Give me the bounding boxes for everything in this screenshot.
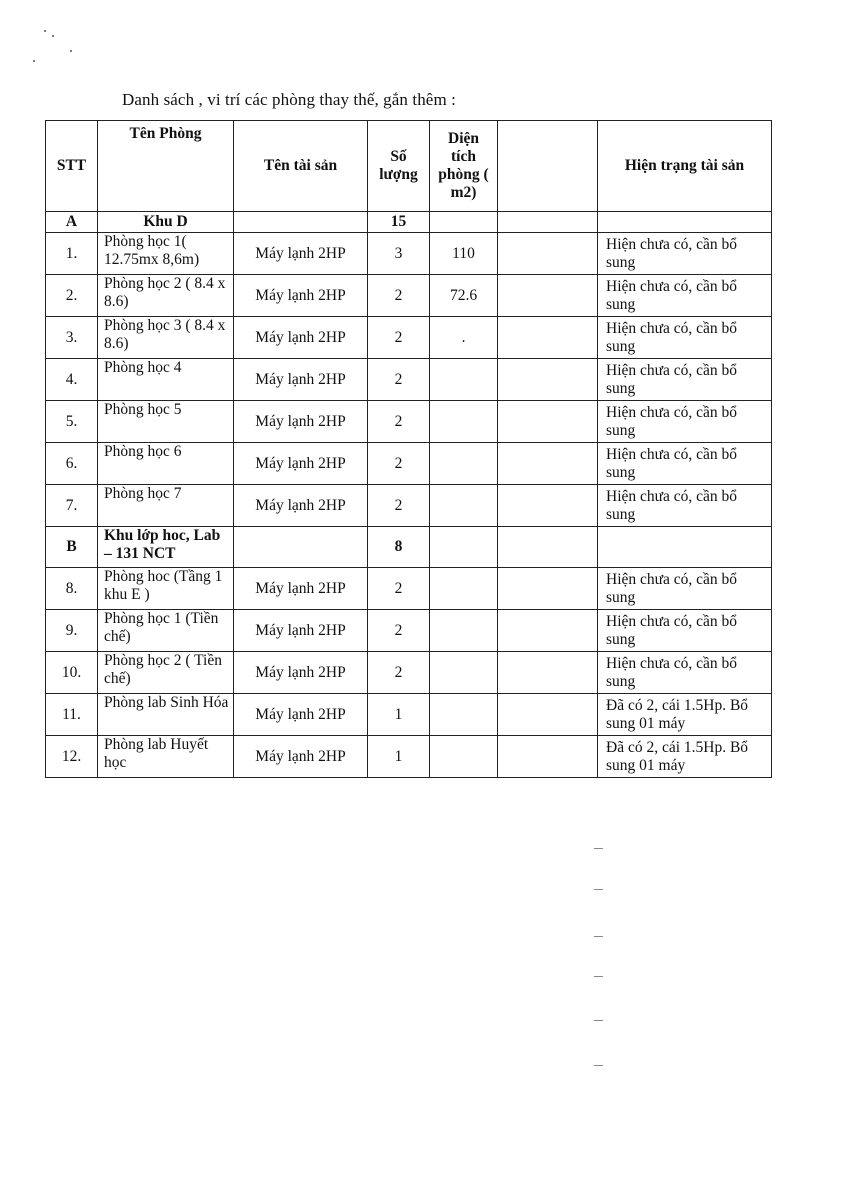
row-stt: 2. — [46, 275, 98, 317]
row-room-name: Phòng học 7 — [98, 485, 234, 527]
table-row — [46, 694, 772, 736]
row-asset-name: Máy lạnh 2HP — [234, 317, 368, 359]
row-asset-name: Máy lạnh 2HP — [234, 443, 368, 485]
table-row — [46, 275, 772, 317]
row-quantity: 2 — [368, 275, 430, 317]
section-total: 15 — [368, 212, 430, 233]
table-row — [46, 568, 772, 610]
row-quantity: 3 — [368, 233, 430, 275]
section-code: B — [46, 527, 98, 568]
row-asset-name: Máy lạnh 2HP — [234, 401, 368, 443]
row-blank — [498, 317, 598, 359]
row-area: 110 — [430, 233, 498, 275]
row-quantity: 2 — [368, 485, 430, 527]
scan-speck — [44, 30, 46, 32]
row-room-name: Phòng học 2 ( Tiền chế) — [98, 652, 234, 694]
scan-speck — [52, 35, 54, 37]
table-row — [46, 401, 772, 443]
row-status: Hiện chưa có, cần bổ sung — [598, 317, 772, 359]
row-status: Hiện chưa có, cần bổ sung — [598, 568, 772, 610]
table-row — [46, 610, 772, 652]
row-quantity: 2 — [368, 401, 430, 443]
row-stt: 1. — [46, 233, 98, 275]
table-row — [46, 652, 772, 694]
row-status: Hiện chưa có, cần bổ sung — [598, 652, 772, 694]
column-header-asset: Tên tài sản — [234, 121, 368, 212]
row-room-name: Phòng học 5 — [98, 401, 234, 443]
row-room-name: Phòng học 3 ( 8.4 x 8.6) — [98, 317, 234, 359]
row-quantity: 2 — [368, 652, 430, 694]
row-status: Hiện chưa có, cần bổ sung — [598, 610, 772, 652]
row-blank — [498, 359, 598, 401]
row-status: Hiện chưa có, cần bổ sung — [598, 233, 772, 275]
replacement-rooms-table — [45, 120, 772, 778]
document-heading: Danh sách , vi trí các phòng thay thế, gắn thêm : — [122, 90, 456, 109]
row-asset-name: Máy lạnh 2HP — [234, 233, 368, 275]
row-quantity: 2 — [368, 610, 430, 652]
row-area: 72.6 — [430, 275, 498, 317]
column-header-status: Hiện trạng tài sản — [598, 121, 772, 212]
margin-mark — [594, 848, 603, 849]
row-area — [430, 401, 498, 443]
table-row — [46, 317, 772, 359]
scan-speck — [33, 60, 35, 62]
row-asset-name: Máy lạnh 2HP — [234, 568, 368, 610]
row-asset-name: Máy lạnh 2HP — [234, 610, 368, 652]
row-quantity: 2 — [368, 317, 430, 359]
row-blank — [498, 736, 598, 778]
section-total: 8 — [368, 527, 430, 568]
section-name: Khu lớp hoc, Lab – 131 NCT — [98, 527, 234, 568]
row-blank — [498, 610, 598, 652]
row-asset-name: Máy lạnh 2HP — [234, 694, 368, 736]
row-quantity: 2 — [368, 568, 430, 610]
row-room-name: Phòng hoc (Tầng 1 khu E ) — [98, 568, 234, 610]
row-asset-name: Máy lạnh 2HP — [234, 275, 368, 317]
row-room-name: Phòng học 6 — [98, 443, 234, 485]
column-header-blank — [498, 121, 598, 212]
column-header-qty: Số lượng — [368, 121, 430, 212]
row-quantity: 2 — [368, 359, 430, 401]
column-header-room: Tên Phòng — [98, 121, 234, 212]
row-stt: 12. — [46, 736, 98, 778]
row-stt: 5. — [46, 401, 98, 443]
row-stt: 8. — [46, 568, 98, 610]
row-room-name: Phòng lab Sinh Hóa — [98, 694, 234, 736]
row-area — [430, 736, 498, 778]
margin-mark — [594, 936, 603, 937]
row-asset-name: Máy lạnh 2HP — [234, 736, 368, 778]
section-name: Khu D — [98, 212, 234, 233]
row-status: Hiện chưa có, cần bổ sung — [598, 359, 772, 401]
row-blank — [498, 401, 598, 443]
row-room-name: Phòng lab Huyết học — [98, 736, 234, 778]
section-row-b — [46, 527, 772, 568]
margin-mark — [594, 1020, 603, 1021]
row-area — [430, 359, 498, 401]
row-area: . — [430, 317, 498, 359]
column-header-stt: STT — [46, 121, 98, 212]
row-area — [430, 485, 498, 527]
row-status: Hiện chưa có, cần bổ sung — [598, 401, 772, 443]
row-blank — [498, 568, 598, 610]
row-stt: 6. — [46, 443, 98, 485]
row-room-name: Phòng học 2 ( 8.4 x 8.6) — [98, 275, 234, 317]
section-row-a — [46, 212, 772, 233]
row-area — [430, 610, 498, 652]
row-status: Đã có 2, cái 1.5Hp. Bổ sung 01 máy — [598, 736, 772, 778]
margin-mark — [594, 976, 603, 977]
row-blank — [498, 233, 598, 275]
row-area — [430, 652, 498, 694]
row-quantity: 1 — [368, 694, 430, 736]
row-blank — [498, 275, 598, 317]
row-status: Đã có 2, cái 1.5Hp. Bổ sung 01 máy — [598, 694, 772, 736]
row-area — [430, 568, 498, 610]
column-header-area: Diện tích phòng ( m2) — [430, 121, 498, 212]
margin-mark — [594, 889, 603, 890]
row-room-name: Phòng học 1 (Tiền chế) — [98, 610, 234, 652]
table-header-row — [46, 121, 772, 212]
row-area — [430, 694, 498, 736]
row-status: Hiện chưa có, cần bổ sung — [598, 443, 772, 485]
row-quantity: 1 — [368, 736, 430, 778]
row-quantity: 2 — [368, 443, 430, 485]
row-blank — [498, 485, 598, 527]
row-area — [430, 443, 498, 485]
table-row — [46, 233, 772, 275]
row-stt: 3. — [46, 317, 98, 359]
row-stt: 9. — [46, 610, 98, 652]
row-stt: 11. — [46, 694, 98, 736]
row-stt: 10. — [46, 652, 98, 694]
table-row — [46, 736, 772, 778]
row-blank — [498, 443, 598, 485]
row-room-name: Phòng học 4 — [98, 359, 234, 401]
row-status: Hiện chưa có, cần bổ sung — [598, 275, 772, 317]
row-stt: 7. — [46, 485, 98, 527]
row-blank — [498, 694, 598, 736]
section-code: A — [46, 212, 98, 233]
row-room-name: Phòng học 1( 12.75mx 8,6m) — [98, 233, 234, 275]
scan-speck — [70, 50, 72, 52]
row-stt: 4. — [46, 359, 98, 401]
row-blank — [498, 652, 598, 694]
table-row — [46, 443, 772, 485]
row-asset-name: Máy lạnh 2HP — [234, 652, 368, 694]
table-row — [46, 359, 772, 401]
row-asset-name: Máy lạnh 2HP — [234, 359, 368, 401]
row-status: Hiện chưa có, cần bổ sung — [598, 485, 772, 527]
margin-mark — [594, 1065, 603, 1066]
table-row — [46, 485, 772, 527]
row-asset-name: Máy lạnh 2HP — [234, 485, 368, 527]
